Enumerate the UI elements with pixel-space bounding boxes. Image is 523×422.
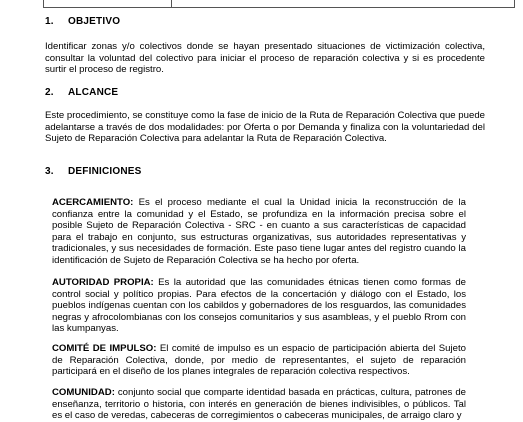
section-heading-alcance [45, 87, 118, 99]
section-title: OBJETIVO [68, 16, 121, 27]
section-heading-definiciones [45, 166, 142, 178]
definition-term: COMITÉ DE IMPULSO: [52, 343, 157, 354]
definition-text: Es la autoridad que las comunidades étnicas tienen como formas de control social y político propias. Para efectos de la concertación y diálogo con el Estado, los pueblos indígenas cuentan con los cabildos y gobernadores de los resguardos, las comunidades negras y afrocolombianas con los consejos comunitarios y sus asambleas, y el pueblo Rrom con las kumpanyas. [52, 277, 466, 335]
section-number: 2. [45, 87, 54, 98]
definition-comite-de-impulso [52, 343, 466, 378]
definition-text: conjunto social que comparte identidad basada en prácticas, cultura, patrones de enseñanza, territorio o historia, con interés en generación de bienes indivisibles, o públicos. Tal es el caso de veredas, cabeceras de corregimientos o cabeceras municipales, de arraigo claro y [52, 387, 466, 422]
table-divider [171, 0, 172, 7]
previous-table-bottom [43, 0, 515, 8]
alcance-paragraph: Este procedimiento, se constituye como la fase de inicio de la Ruta de Reparación Colectiva que puede adelantarse a través de dos modalidades: por Oferta o por Demanda y finaliza con la voluntariedad del Sujeto de Reparación Colectiva para adelantar la Ruta de Reparación Colectiva. [45, 110, 485, 145]
section-number: 3. [45, 166, 54, 177]
definition-autoridad-propia [52, 277, 466, 335]
definition-term: COMUNIDAD: [52, 387, 115, 398]
section-number: 1. [45, 16, 54, 27]
section-title: DEFINICIONES [68, 166, 142, 177]
definition-term: ACERCAMIENTO: [52, 197, 134, 208]
section-title: ALCANCE [68, 87, 119, 98]
definition-comunidad [52, 387, 466, 422]
definition-text: El comité de impulso es un espacio de participación abierta del Sujeto de Reparación Colectiva, donde, por medio de representantes, el sujeto de reparación participará en el diseño de los planes integrales de reparación colectiva respectivos. [52, 343, 466, 378]
definition-text: Es el proceso mediante el cual la Unidad inicia la reconstrucción de la confianza entre la comunidad y el Estado, se profundiza en la información precisa sobre el posible Sujeto de Reparación Colectiva - SRC - en cuanto a sus características de capacidad para el trabajo en conjunto, sus estructuras organizativas, sus autoridades representativas y tradicionales, y sus necesidades de formación. Este paso tiene lugar antes del registro cuando la identificación de Sujeto de Reparación Colectiva se ha hecho por oferta. [52, 197, 466, 266]
definition-acercamiento [52, 197, 466, 267]
objetivo-paragraph: Identificar zonas y/o colectivos donde se hayan presentado situaciones de victimización colectiva, consultar la voluntad del colectivo para iniciar el proceso de reparación colectiva y si es procedente surtir el proceso de registro. [45, 41, 485, 76]
section-heading-objetivo [45, 16, 120, 28]
definition-term: AUTORIDAD PROPIA: [52, 277, 154, 288]
